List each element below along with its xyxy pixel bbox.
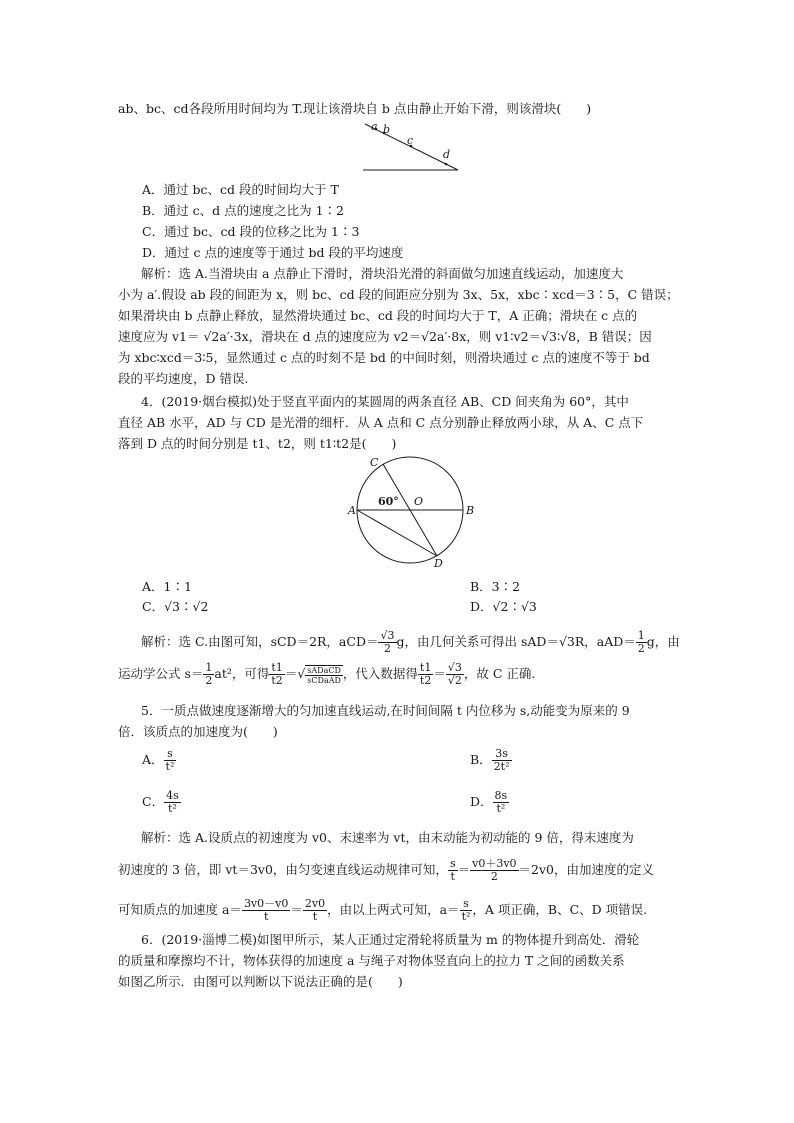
fraction: $\frac{1}{2}$ (637, 629, 645, 655)
circle-figure (340, 452, 480, 572)
q3-option-a: A．通过 bc、cd 段的时间均大于 T (142, 182, 339, 197)
q3-option-d: D．通过 c 点的速度等于通过 bd 段的平均速度 (142, 245, 404, 260)
q3-stem-line: ab、bc、cd各段所用时间均为 T.现让该滑块自 b 点由静止开始下滑，则该滑块( ) (118, 101, 592, 116)
fraction: $\frac{\text{sADaCD}}{\text{sCDaAD}}$ (307, 665, 341, 685)
fraction: $\frac{t1}{t2}$ (271, 661, 283, 687)
q3-analysis-line: 速度应为 v1＝ √2a′·3x，滑块在 d 点的速度应为 v2＝√2a′·8x，则 v1∶v2＝√3∶√8，B 错误；因 (118, 329, 652, 344)
point-d-label: d (443, 148, 451, 161)
q4-stem-line: 落到 D 点的时间分别是 t1、t2，则 t1∶t2是( ) (118, 436, 397, 451)
q4-analysis-line: 运动学公式 s＝ $\frac{1}{2}$ at²，可得 $\frac{t1}{t2}$ ＝√ $\frac{\text{sADaCD}}{\text{sCDaAD}}$ ，代入数据得 $\frac{t1}{t2}$ ＝ $\frac{√3}{√2}$ ，故 C 正确. (118, 661, 536, 687)
q6-stem-line: 6．(2019·淄博二模)如图甲所示，某人正通过定滑轮将质量为 m 的物体提升到高处．滑轮 (141, 932, 640, 947)
fraction: $\frac{√3}{√2}$ (447, 661, 462, 687)
fraction: $\frac{3v0-v0}{t}$ (243, 897, 289, 923)
q4-stem-line: 4．(2019·烟台模拟)处于竖直平面内的某圆周的两条直径 AB、CD 间夹角为 60°，其中 (141, 394, 629, 409)
point-a-label: A (348, 504, 356, 517)
q5-option-a: A． $\frac{s}{\text{t²}}$ (142, 747, 175, 773)
point-c-label: c (407, 134, 414, 147)
fraction: $\frac{2v0}{t}$ (304, 897, 326, 923)
q5-option-d: D． $\frac{8s}{\text{t²}}$ (470, 789, 508, 815)
q6-stem-line: 如图乙所示．由图可以判断以下说法正确的是( ) (118, 974, 403, 989)
incline-figure (355, 120, 465, 176)
fraction: $\frac{√3}{2}$ (380, 629, 395, 655)
point-b-label: B (466, 504, 475, 517)
q4-option-b: B．3∶2 (470, 579, 521, 594)
angle-label: 60° (378, 495, 399, 508)
fraction: $\frac{t1}{t2}$ (419, 661, 432, 687)
q5-stem-line: 倍．该质点的加速度为( ) (118, 724, 278, 739)
q5-analysis-line: 初速度的 3 倍，即 vt＝3v0，由匀变速直线运动规律可知， $\frac{s}{t}$ ＝ $\frac{v0+3v0}{2}$ ＝2v0，由加速度的定义 (118, 857, 655, 883)
point-d-label: D (434, 557, 443, 570)
q4-analysis-line: 解析：选 C.由图可知，sCD＝2R，aCD＝ $\frac{√3}{2}$ g，由几何关系可得出 sAD＝√3R，aAD＝ $\frac{1}{2}$ g，由 (141, 629, 680, 655)
center-o-label: O (414, 495, 424, 508)
q3-option-c: C．通过 bc、cd 段的位移之比为 1∶3 (142, 224, 360, 239)
q3-analysis-line: 小为 a′.假设 ab 段的间距为 x，则 bc、cd 段的间距应分别为 3x、5x，xbc∶xcd＝3∶5，C 错误； (118, 287, 679, 302)
q3-analysis-line: 段的平均速度，D 错误. (118, 371, 249, 386)
point-b-label: b (383, 123, 391, 136)
point-a-label: a (371, 120, 378, 133)
q3-analysis-line: 为 xbc∶xcd＝3∶5，显然通过 c 点的时刻不是 bd 的中间时刻，则滑块通过 c 点的速度不等于 bd (118, 350, 650, 365)
point-c-label: C (370, 456, 379, 469)
q5-analysis-line: 可知质点的加速度 a＝ $\frac{3v0-v0}{t}$ ＝ $\frac{2v0}{t}$ ，由以上两式可知，a＝ $\frac{s}{\text{t²}}$ ，A 项正确，B、C、D 项错误. (118, 897, 648, 923)
q5-option-c: C． $\frac{4s}{\text{t²}}$ (142, 789, 179, 815)
q3-analysis-line: 如果滑块由 b 点静止释放，显然滑块通过 bc、cd 段的时间均大于 T，A 正确；滑块在 c 点的 (118, 308, 638, 323)
fraction: $\frac{v0+3v0}{2}$ (472, 857, 517, 883)
fraction: $\frac{s}{\text{t²}}$ (461, 897, 471, 923)
q4-option-c: C．√3∶√2 (142, 599, 209, 614)
q5-analysis-line: 解析：选 A.设质点的初速度为 v0、末速率为 vt，由末动能为初动能的 9 倍，得末速度为 (141, 830, 634, 845)
q3-option-b: B．通过 c、d 点的速度之比为 1∶2 (142, 203, 345, 218)
q4-option-a: A．1∶1 (142, 579, 192, 594)
q4-stem-line: 直径 AB 水平，AD 与 CD 是光滑的细杆．从 A 点和 C 点分别静止释放两小球，从 A、C 点下 (118, 415, 644, 430)
fraction: $\frac{1}{2}$ (205, 661, 213, 687)
q5-stem-line: 5．一质点做速度逐渐增大的匀加速直线运动,在时间间隔 t 内位移为 s,动能变为原来的 9 (141, 703, 630, 718)
q5-option-b: B． $\frac{3s}{\text{2t²}}$ (470, 747, 510, 773)
q6-stem-line: 的质量和摩擦均不计，物体获得的加速度 a 与绳子对物体竖直向上的拉力 T 之间的函数关系 (118, 953, 625, 968)
q3-analysis-line: 解析：选 A.当滑块由 a 点静止下滑时，滑块沿光滑的斜面做匀加速直线运动，加速度大 (141, 266, 624, 281)
q4-option-d: D．√2∶√3 (470, 599, 537, 614)
fraction: $\frac{s}{t}$ (449, 857, 456, 883)
